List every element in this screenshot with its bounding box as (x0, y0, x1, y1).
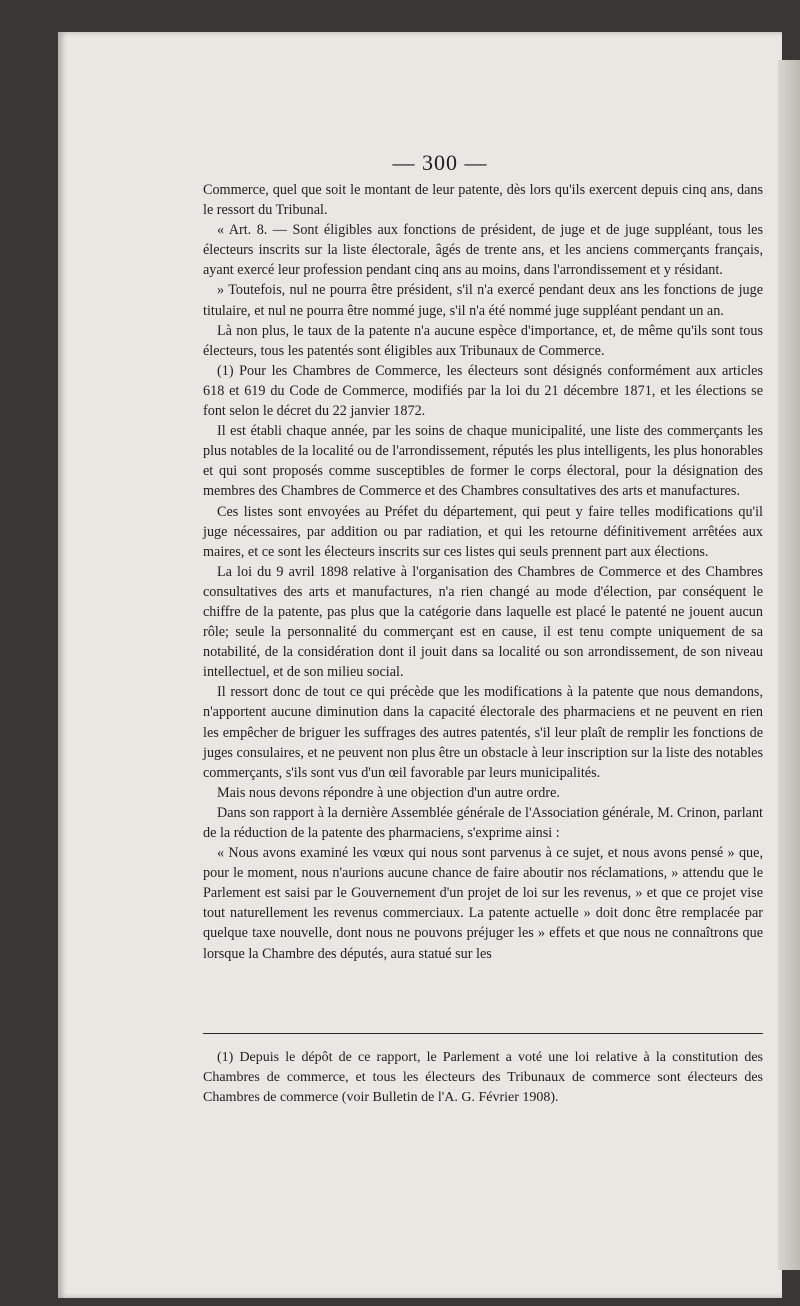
paragraph: Il est établi chaque année, par les soins de chaque municipalité, une liste des commerçants les plus notables de la localité ou de l'arrondissement, réputés les plus intelligents, les plus honorables et qui sont proposés comme susceptibles de former le corps électoral, pour la désignation des membres des Chambres de Commerce et des Chambres consultatives des arts et manufactures. (203, 423, 763, 500)
footnote-text: (1) Depuis le dépôt de ce rapport, le Parlement a voté une loi relative à la constitution des Chambres de commerce, et tous les électeurs des Tribunaux de commerce sont électeurs des Chambres de commerce (voir Bulletin de l'A. G. Février 1908). (203, 1050, 763, 1105)
body-text (203, 180, 763, 964)
paragraph: Dans son rapport à la dernière Assemblée générale de l'Association générale, M. Crinon, parlant de la réduction de la patente des pharmaciens, s'exprime ainsi : (203, 804, 763, 841)
paragraph: La loi du 9 avril 1898 relative à l'organisation des Chambres de Commerce et des Chambres consultatives des arts et manufactures, n'a rien changé au mode d'élection, par conséquent le chiffre de la patente, pas plus que la catégorie dans laquelle est placé le patenté ne jouent aucun rôle; seule la personnalité du commerçant est en cause, il est tenu compte uniquement de sa notabilité, de la considération dont il jouit dans sa localité ou son arrondissement, de son niveau intellectuel, et de son milieu social. (203, 563, 763, 681)
page-number-header (0, 150, 800, 176)
paragraph: Là non plus, le taux de la patente n'a aucune espèce d'importance, et, de même qu'ils sont tous électeurs, tous les patentés sont éligibles aux Tribunaux de Commerce. (203, 322, 763, 359)
paragraph: Ces listes sont envoyées au Préfet du département, qui peut y faire telles modifications qu'il juge nécessaires, par addition ou par radiation, et qui les retourne définitivement arrêtées aux maires, et ce sont les électeurs inscrits sur ces listes qui seuls prennent part aux élections. (203, 503, 763, 560)
footnote-separator (203, 1033, 763, 1034)
next-page-edge (778, 60, 800, 1270)
quotation-paragraph: « Nous avons examiné les vœux qui nous sont parvenus à ce sujet, et nous avons pensé » que, pour le moment, nous n'aurions aucune chance de faire aboutir nos réclamations, » attendu que le Parlement est saisi par le Gouvernement d'un projet de loi sur les revenus, » et que ce projet vise tout naturellement les revenus commerciaux. La patente actuelle » doit donc être remplacée par quelque taxe nouvelle, dont nous ne pouvons préjuger les » effets et que nous ne connaîtrons que lorsque la Chambre des députés, aura statué sur les (203, 845, 763, 962)
paragraph: » Toutefois, nul ne pourra être président, s'il n'a exercé pendant deux ans les fonctions de juge titulaire, et nul ne pourra être nommé juge, s'il n'a été nommé juge suppléant pendant un an. (203, 282, 763, 319)
page-number: — 300 — (392, 150, 488, 175)
paragraph: Commerce, quel que soit le montant de leur patente, dès lors qu'ils exercent depuis cinq ans, dans le ressort du Tribunal. (203, 182, 763, 219)
paragraph: (1) Pour les Chambres de Commerce, les électeurs sont désignés conformément aux articles 618 et 619 du Code de Commerce, modifiés par la loi du 21 décembre 1871, et les élections se font selon le décret du 22 janvier 1872. (203, 362, 763, 420)
paragraph: « Art. 8. — Sont éligibles aux fonctions de président, de juge et de juge suppléant, tous les électeurs inscrits sur la liste électorale, âgés de trente ans, et les anciens commerçants français, ayant exercé leur profession pendant cinq ans au moins, dans l'arrondissement et y résidant. (203, 222, 763, 279)
paragraph: Il ressort donc de tout ce qui précède que les modifications à la patente que nous demandons, n'apportent aucune diminution dans la capacité électorale des pharmaciens et ne peuvent en rien les empêcher de briguer les suffrages des autres patentés, s'il leur plaît de remplir les fonctions de juges consulaires, et ne peuvent non plus être un obstacle à leur inscription sur la liste des notables commerçants, s'ils sont vus d'un œil favorable par leurs municipalités. (203, 684, 763, 781)
footnote (203, 1048, 763, 1108)
paragraph: Mais nous devons répondre à une objection d'un autre ordre. (217, 784, 560, 801)
